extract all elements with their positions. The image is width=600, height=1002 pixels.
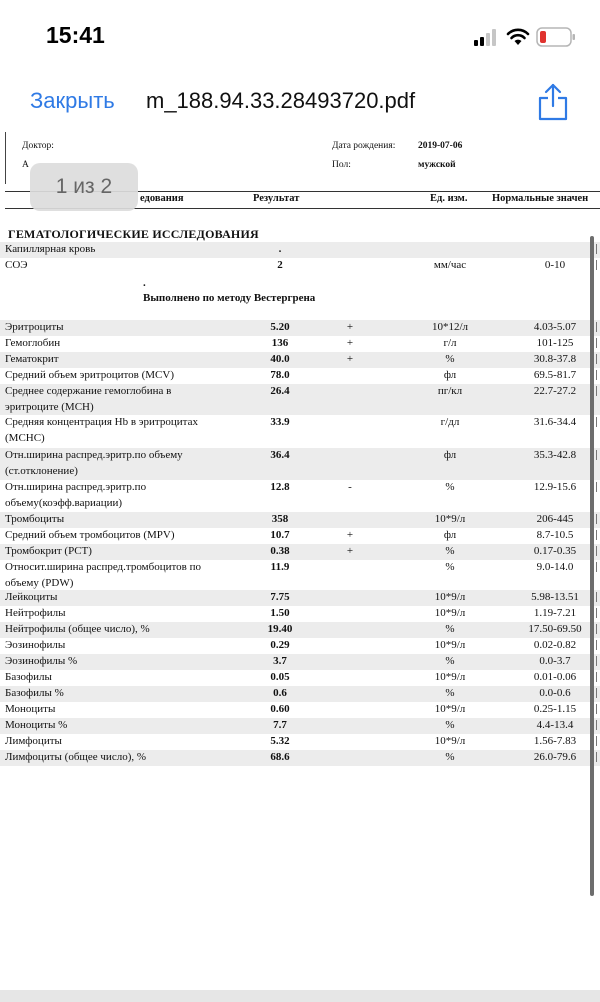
table-row [0, 670, 600, 686]
reference-range: 0.0-3.7 [539, 655, 571, 667]
row-edge-mark [596, 386, 597, 396]
row-edge-mark [596, 514, 597, 524]
table-row [0, 750, 600, 766]
deviation-flag: + [346, 321, 354, 333]
test-name: Средний объем тромбоцитов (MPV) [5, 529, 175, 541]
battery-low-icon [536, 27, 576, 47]
test-name: Лимфоциты (общее число), % [5, 751, 147, 763]
unit: 10*9/л [434, 671, 466, 683]
unit: 10*9/л [434, 703, 466, 715]
unit: 10*12/л [431, 321, 469, 333]
result-value: 1.50 [270, 607, 290, 619]
row-edge-mark [596, 688, 597, 698]
test-name: Отн.ширина распред.эритр.по объему(коэфф.вариации) [5, 481, 147, 509]
unit: % [445, 655, 455, 667]
result-value: 2 [277, 259, 283, 271]
table-row [0, 560, 600, 590]
column-normal: Нормальные значен [492, 193, 589, 204]
row-edge-mark [596, 417, 597, 427]
wifi-icon [506, 26, 530, 46]
result-value: 78.0 [270, 369, 290, 381]
result-value: 33.9 [270, 416, 290, 428]
result-value: 11.9 [270, 561, 290, 573]
test-name: Лейкоциты [5, 591, 58, 603]
result-value: 3.7 [273, 655, 287, 667]
table-row [0, 686, 600, 702]
result-value: 7.75 [270, 591, 290, 603]
result-value: 36.4 [270, 449, 290, 461]
unit: фл [443, 529, 457, 541]
result-value: 0.38 [270, 545, 290, 557]
row-edge-mark [596, 244, 597, 254]
table-row [0, 512, 600, 528]
table-row [0, 258, 600, 274]
result-value: 5.20 [270, 321, 290, 333]
table-row [0, 448, 600, 480]
table-row [0, 702, 600, 718]
row-edge-mark [596, 608, 597, 618]
section-title: ГЕМАТОЛОГИЧЕСКИЕ ИССЛЕДОВАНИЯ [8, 227, 259, 241]
table-row [0, 638, 600, 654]
reference-range: 101-125 [536, 337, 574, 349]
deviation-flag: + [346, 529, 354, 541]
unit: мм/час [433, 259, 467, 271]
test-name: Тромбоциты [5, 513, 65, 525]
table-row [0, 480, 600, 512]
result-value: 7.7 [273, 719, 287, 731]
test-name: Нейтрофилы (общее число), % [5, 623, 150, 635]
reference-range: 8.7-10.5 [536, 529, 574, 541]
deviation-flag: - [348, 481, 352, 493]
reference-range: 9.0-14.0 [536, 561, 574, 573]
unit: % [445, 623, 455, 635]
reference-range: 31.6-34.4 [533, 416, 577, 428]
left-border [5, 132, 6, 184]
test-name: Нейтрофилы [5, 607, 66, 619]
reference-range: 17.50-69.50 [528, 623, 582, 635]
row-edge-mark [596, 592, 597, 602]
document-nav-bar [0, 78, 600, 130]
deviation-flag: + [346, 353, 354, 365]
row-edge-mark [596, 370, 597, 380]
test-name: Эритроциты [5, 321, 64, 333]
row-edge-mark [596, 624, 597, 634]
method-dot: . [143, 277, 146, 289]
reference-range: 0.17-0.35 [533, 545, 577, 557]
unit: % [445, 751, 455, 763]
row-edge-mark [596, 530, 597, 540]
unit: 10*9/л [434, 591, 466, 603]
test-name: Средний объем эритроцитов (MCV) [5, 369, 175, 381]
result-value: 40.0 [270, 353, 290, 365]
page-indicator: 1 из 2 [30, 163, 138, 211]
table-row [0, 415, 600, 448]
unit: фл [443, 449, 457, 461]
reference-range: 35.3-42.8 [533, 449, 577, 461]
reference-range: 1.56-7.83 [533, 735, 577, 747]
unit: % [445, 719, 455, 731]
sex-label: Пол: [332, 160, 351, 170]
unit: % [445, 687, 455, 699]
test-name: Базофилы [5, 671, 52, 683]
result-value: 12.8 [270, 481, 290, 493]
file-name-title: m_188.94.33.28493720.pdf [146, 88, 416, 113]
column-result: Результат [253, 193, 300, 204]
row-edge-mark [596, 736, 597, 746]
reference-range: 30.8-37.8 [533, 353, 577, 365]
unit: 10*9/л [434, 607, 466, 619]
test-name: Моноциты [5, 703, 56, 715]
test-name: Эозинофилы % [5, 655, 78, 667]
unit: пг/кл [437, 385, 463, 397]
row-edge-mark [596, 656, 597, 666]
method-note: Выполнено по методу Вестергрена [143, 292, 316, 304]
row-edge-mark [596, 450, 597, 460]
unit: % [445, 545, 455, 557]
reference-range: 0.01-0.06 [533, 671, 577, 683]
row-edge-mark [596, 482, 597, 492]
test-name: Среднее содержание гемоглобина в эритроците (MCH) [5, 385, 172, 413]
test-name: Капиллярная кровь [5, 243, 96, 255]
deviation-flag: + [346, 545, 354, 557]
deviation-flag: + [346, 337, 354, 349]
reference-range: 12.9-15.6 [533, 481, 577, 493]
table-row [0, 734, 600, 750]
table-row [0, 242, 600, 258]
table-row [0, 718, 600, 734]
result-value: 10.7 [270, 529, 290, 541]
table-row [0, 368, 600, 384]
cellular-signal-icon [474, 28, 500, 46]
result-value: 0.60 [270, 703, 290, 715]
reference-range: 1.19-7.21 [533, 607, 577, 619]
unit: % [445, 561, 455, 573]
test-name: СОЭ [5, 259, 28, 271]
table-row [0, 352, 600, 368]
table-row [0, 384, 600, 415]
row-edge-mark [596, 546, 597, 556]
reference-range: 0.25-1.15 [533, 703, 577, 715]
row-edge-mark [596, 322, 597, 332]
unit: г/дл [440, 416, 460, 428]
result-value: 0.6 [273, 687, 287, 699]
result-value: 136 [271, 337, 289, 349]
result-value: 5.32 [270, 735, 290, 747]
test-name: Базофилы % [5, 687, 64, 699]
reference-range: 5.98-13.51 [531, 591, 579, 603]
table-row [0, 336, 600, 352]
row-edge-mark [596, 260, 597, 270]
unit: 10*9/л [434, 639, 466, 651]
row-edge-mark [596, 354, 597, 364]
row-edge-mark [596, 672, 597, 682]
unit: 10*9/л [434, 513, 466, 525]
unit: г/л [443, 337, 457, 349]
reference-range: 4.03-5.07 [533, 321, 577, 333]
test-name: Моноциты % [5, 719, 68, 731]
bottom-toolbar-edge [0, 990, 600, 1002]
row-edge-mark [596, 752, 597, 762]
table-row [0, 544, 600, 560]
status-bar [0, 0, 600, 70]
test-name: Отн.ширина распред.эритр.по объему (ст.отклонение) [5, 449, 183, 477]
reference-range: 26.0-79.6 [533, 751, 577, 763]
table-row [0, 590, 600, 606]
column-test: едования [140, 193, 184, 204]
pdf-page[interactable] [0, 132, 600, 988]
test-name: Тромбокрит (PCT) [5, 545, 92, 557]
unit: 10*9/л [434, 735, 466, 747]
row-edge-mark [596, 338, 597, 348]
row-edge-mark [596, 640, 597, 650]
reference-range: 0.0-0.6 [539, 687, 571, 699]
sex-value: мужской [418, 160, 456, 170]
doctor-label: Доктор: [22, 141, 54, 151]
share-icon[interactable] [536, 82, 570, 122]
result-value: 26.4 [270, 385, 290, 397]
result-value: 19.40 [267, 623, 293, 635]
reference-range: 206-445 [536, 513, 574, 525]
result-value: 358 [271, 513, 289, 525]
scrollbar[interactable] [590, 236, 594, 896]
reference-range: 22.7-27.2 [533, 385, 577, 397]
reference-range: 0.02-0.82 [533, 639, 577, 651]
close-button[interactable]: Закрыть [30, 88, 115, 113]
table-row [0, 622, 600, 638]
reference-range: 69.5-81.7 [533, 369, 577, 381]
table-row [0, 320, 600, 336]
patient-label-cut: А [22, 160, 29, 170]
row-edge-mark [596, 720, 597, 730]
table-row [0, 654, 600, 670]
unit: фл [443, 369, 457, 381]
row-edge-mark [596, 704, 597, 714]
result-value: . [278, 243, 282, 255]
result-value: 0.29 [270, 639, 290, 651]
status-time: 15:41 [46, 22, 105, 48]
test-name: Гематокрит [5, 353, 59, 365]
test-name: Лимфоциты [5, 735, 62, 747]
test-name: Средняя концентрация Hb в эритроцитах (MCHC) [5, 416, 198, 444]
row-edge-mark [596, 562, 597, 572]
test-name: Гемоглобин [5, 337, 61, 349]
birth-date-label: Дата рождения: [332, 141, 396, 151]
table-row [0, 606, 600, 622]
column-unit: Ед. изм. [430, 193, 468, 204]
table-row [0, 528, 600, 544]
result-value: 0.05 [270, 671, 290, 683]
unit: % [445, 481, 455, 493]
reference-range: 0-10 [544, 259, 566, 271]
reference-range: 4.4-13.4 [536, 719, 574, 731]
test-name: Эозинофилы [5, 639, 66, 651]
birth-date-value: 2019-07-06 [418, 141, 463, 151]
test-name: Относит.ширина распред.тромбоцитов по объему (PDW) [5, 561, 201, 589]
result-value: 68.6 [270, 751, 290, 763]
unit: % [445, 353, 455, 365]
